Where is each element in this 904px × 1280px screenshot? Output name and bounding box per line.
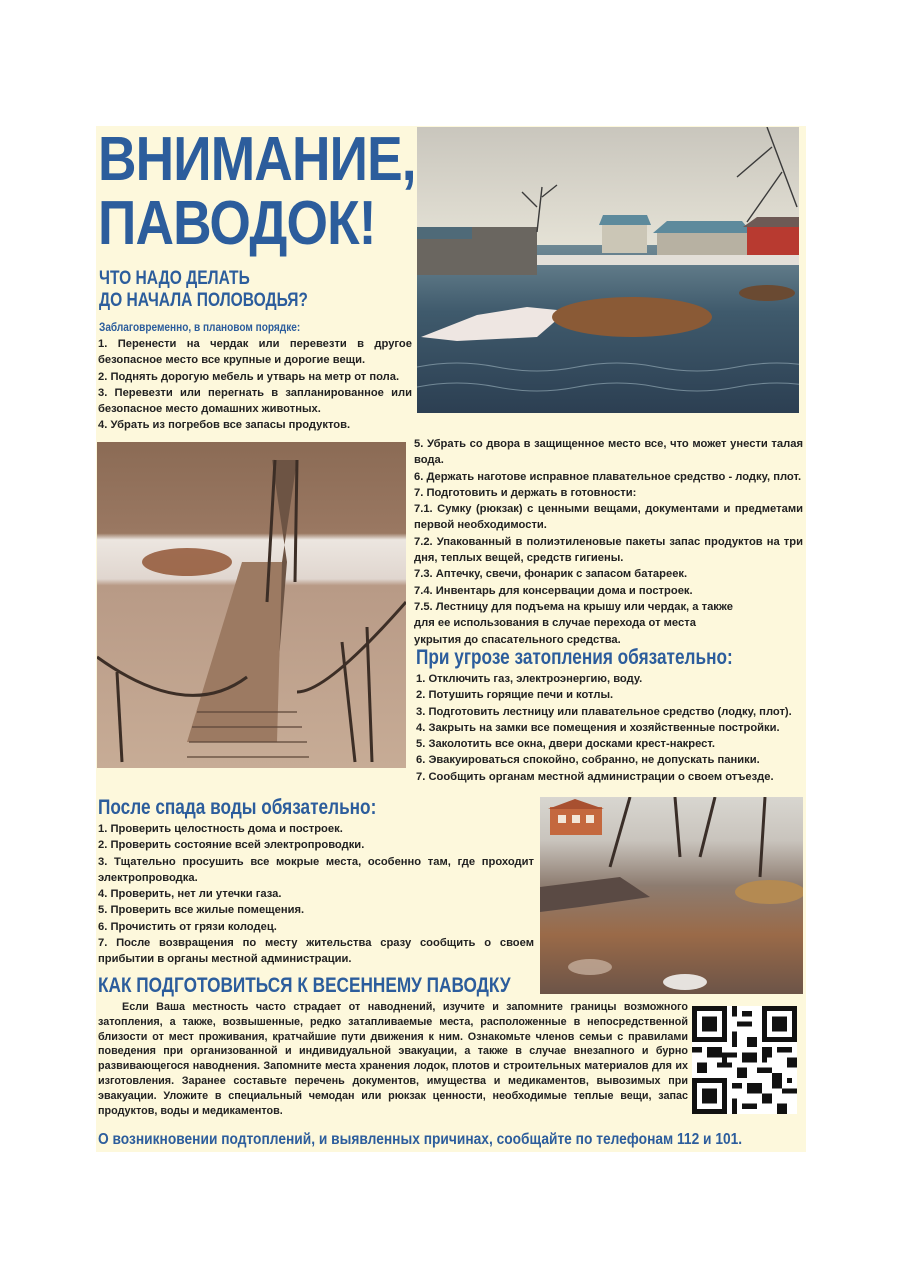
before-lead: Заблаговременно, в плановом порядке: [99,320,301,334]
after-item-6: 6. Прочистить от грязи колодец. [98,920,277,933]
after-item-2: 2. Проверить состояние всей электропроводки. [98,839,365,852]
before-item-7-2: 7.2. Упакованный в полиэтиленовые пакеты запас продуктов на три дня, теплых вещей, средств гигиены. [414,535,803,565]
threat-item-1: 1. Отключить газ, электроэнергию, воду. [416,673,643,685]
flooded-village-photo [417,127,799,413]
before-heading-line-2: ДО НАЧАЛА ПОЛОВОДЬЯ? [99,290,308,311]
threat-item-6: 6. Эвакуироваться спокойно, собранно, не допускать паники. [416,754,760,767]
title-line-2: ПАВОДОК! [98,189,376,258]
before-heading-line-1: ЧТО НАДО ДЕЛАТЬ [99,268,250,289]
prepare-paragraph: Если Ваша местность часто страдает от наводнений, изучите и запомните границы возможного затопления, а также, возвышенные, редко затапливаемые места, расположенные в непосредственной близости от мест проживания, кратчайшие пути движения к ним. Ознакомьте членов семьи с правилами поведения при организованной и индивидуальной эвакуации, а также в случае внезапного и бурно развивающегося наводнения. Запомните места хранения лодок, плотов и строительных материалов для их изготовления. Заранее составьте перечень документов, имущества и медикаментов, вывозимых при эвакуации. Уложите в специальный чемодан или рюкзак ценности, необходимые теплые вещи, запас продуктов, воды и медикаментов. [98,1001,688,1117]
prepare-heading: КАК ПОДГОТОВИТЬСЯ К ВЕСЕННЕМУ ПАВОДКУ [98,974,511,997]
before-item-2: 2. Поднять дорогую мебель и утварь на метр от пола. [98,370,400,383]
after-item-4: 4. Проверить, нет ли утечки газа. [98,888,282,901]
after-item-7: 7. После возвращения по месту жительства сразу сообщить о своем прибытии в органы местной администрации. [98,937,534,966]
threat-item-5: 5. Заколотить все окна, двери досками крест-накрест. [416,738,716,751]
poster-title [98,125,416,258]
before-item-6: 6. Держать наготове исправное плавательное средство - лодку, плот. [414,470,802,483]
before-item-3: 3. Перевезти или перегнать в запланированное или безопасное место домашних животных. [98,386,412,416]
threat-item-3: 3. Подготовить лестницу или плавательное средство (лодку, плот). [416,705,792,718]
after-item-1: 1. Проверить целостность дома и построек. [98,823,343,835]
after-item-3: 3. Тщательно просушить все мокрые места, особенно там, где проходит электропроводка. [98,855,534,884]
flooded-yard-photo [540,797,803,994]
threat-item-2: 2. Потушить горящие печи и котлы. [416,689,614,702]
before-item-7-3: 7.3. Аптечку, свечи, фонарик с запасом батареек. [414,568,688,581]
threat-item-4: 4. Закрыть на замки все помещения и хозяйственные постройки. [416,721,780,734]
after-item-5: 5. Проверить все жилые помещения. [98,904,305,917]
before-item-7-5: 7.5. Лестницу для подъема на крышу или чердак, а также для ее использования в случае перехода от места укрытия до спасательного средства. [414,600,733,646]
after-list [98,821,534,968]
before-list-part-2 [414,436,803,648]
before-list-part-1 [98,336,412,434]
before-item-7: 7. Подготовить и держать в готовности: [414,486,637,499]
threat-heading: При угрозе затопления обязательно: [416,646,733,669]
before-item-7-1: 7.1. Сумку (рюкзак) с ценными вещами, документами и предметами первой необходимости. [414,503,803,532]
before-heading [99,268,308,312]
before-item-1: 1. Перенести на чердак или перевезти в другое безопасное место все крупные и дорогие вещи. [98,338,412,367]
threat-list [416,671,805,785]
threat-item-7: 7. Сообщить органам местной администрации о своем отъезде. [416,770,774,783]
before-item-5: 5. Убрать со двора в защищенное место все, что может унести талая вода. [414,438,803,467]
title-line-1: ВНИМАНИЕ, [98,125,416,194]
footer-hotline-text: О возникновении подтоплений, и выявленных причинах, сообщайте по телефонам 112 и 101. [98,1131,743,1148]
suspension-bridge-flood-photo [97,442,406,768]
qr-code[interactable] [692,1006,797,1114]
before-item-4: 4. Убрать из погребов все запасы продуктов. [98,419,351,432]
before-item-7-4: 7.4. Инвентарь для консервации дома и построек. [414,584,693,597]
flood-warning-poster [96,126,806,1152]
after-heading: После спада воды обязательно: [98,796,377,819]
